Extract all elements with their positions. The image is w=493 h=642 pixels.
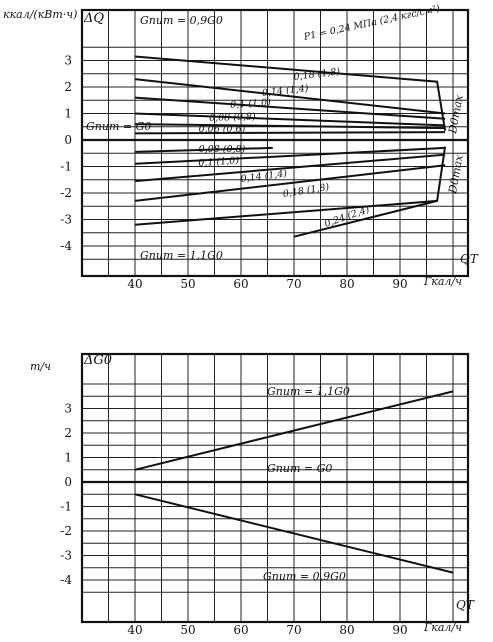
chart-2-y-unit: т/ч: [30, 360, 51, 373]
chart-1-y-tick: -3: [60, 212, 72, 227]
chart-1-y-tick: 3: [64, 53, 72, 68]
chart-1-y-unit: ккал/(кВт·ч): [3, 8, 78, 21]
chart-2-y-tick: 0: [64, 475, 72, 489]
chart-2-y-tick: -3: [60, 548, 72, 563]
chart-1-dmax-upper: D0max: [446, 93, 466, 135]
chart-2-x-tick: 50: [180, 623, 196, 637]
chart-1-x-unit: Гкал/ч: [424, 275, 462, 288]
chart-1-series-line-6: [135, 132, 445, 133]
chart-1-x-tick: 40: [127, 277, 143, 291]
chart-2-series-label-2: Gпит = G0: [267, 462, 333, 475]
chart-1-dmax-lower: D0max: [446, 153, 466, 195]
chart-2-series-label-3: Gпит = 0,9G0: [263, 570, 346, 583]
chart-2-series: [82, 391, 468, 572]
chart-2-flow-rate: [30, 353, 475, 637]
chart-1-series: [135, 57, 445, 237]
chart-1-annotation-mid: Gпит = G0: [86, 120, 152, 133]
chart-2-y-tick: -1: [60, 499, 72, 514]
chart-2-x-tick: 80: [339, 623, 355, 637]
chart-1-series-line-5: [135, 124, 445, 128]
chart-1-x-tick: 60: [233, 277, 249, 291]
chart-1-frame: [82, 10, 468, 276]
chart-2-y-tick: 2: [64, 426, 72, 440]
chart-1-y-label: ΔQ: [84, 11, 105, 26]
chart-1-series-line-9: [135, 155, 445, 182]
chart-1-x-tick: 80: [339, 277, 355, 291]
chart-2-series-label-1: Gпит = 1,1G0: [267, 385, 350, 398]
chart-1-y-tick: -2: [60, 186, 72, 200]
chart-2-x-tick: 70: [286, 623, 302, 637]
chart-1-annotation-top: Gпит = 0,9G0: [140, 14, 223, 27]
chart-1-x-tick: 70: [286, 277, 302, 291]
chart-1-series-label-6: 0,06 (0,6): [198, 124, 246, 135]
chart-1-series-label-11: 0,24 (2,4): [323, 204, 371, 230]
chart-2-x-tick: 90: [392, 623, 408, 637]
chart-2-x-label: QT: [456, 598, 474, 612]
chart-1-series-label-10: 0,18 (1,8): [282, 181, 330, 200]
chart-1-annotation-bottom: Gпит = 1,1G0: [140, 249, 223, 262]
chart-1-series-label-4: 0,1 (1,0): [229, 97, 272, 111]
chart-1-y-tick: 2: [64, 80, 72, 94]
chart-1-x-tick: 90: [392, 277, 408, 291]
chart-2-y-tick: -4: [60, 573, 72, 587]
chart-2-y-tick: 3: [64, 401, 72, 416]
chart-1-y-tick: -4: [60, 239, 72, 253]
chart-1-grid: [82, 10, 468, 276]
chart-2-x-tick: 60: [233, 623, 249, 637]
chart-2-x-tick: 40: [127, 623, 143, 637]
chart-1-y-tick: 0: [64, 133, 72, 147]
chart-1-x-label: QT: [460, 252, 478, 266]
chart-1-series-label-9: 0,14 (1,4): [240, 168, 288, 185]
chart-1-series-label-7: 0,08 (0,8): [198, 144, 246, 155]
chart-2-y-tick: -2: [60, 524, 72, 538]
chart-1-series-label-5: 0,08 (0,8): [208, 111, 256, 124]
chart-1-y-tick: -1: [60, 159, 72, 174]
chart-2-x-unit: Гкал/ч: [424, 621, 462, 634]
chart-1-y-tick: 1: [64, 106, 72, 121]
chart-1-series-label-3: 0,14 (1,4): [261, 83, 309, 99]
chart-2-y-tick: 1: [64, 450, 72, 465]
chart-2-y-label: ΔG0: [84, 353, 113, 368]
chart-1-series-label-2: 0,18 (1,8): [293, 66, 341, 83]
chart-1-heat-rate: [3, 3, 479, 291]
chart-1-series-label-1: P1 = 0,24 МПа (2,4 кгс/см²): [302, 3, 442, 43]
chart-1-x-tick: 50: [180, 277, 196, 291]
chart-1-series-label-8: 0,1 (1,0): [198, 155, 240, 169]
